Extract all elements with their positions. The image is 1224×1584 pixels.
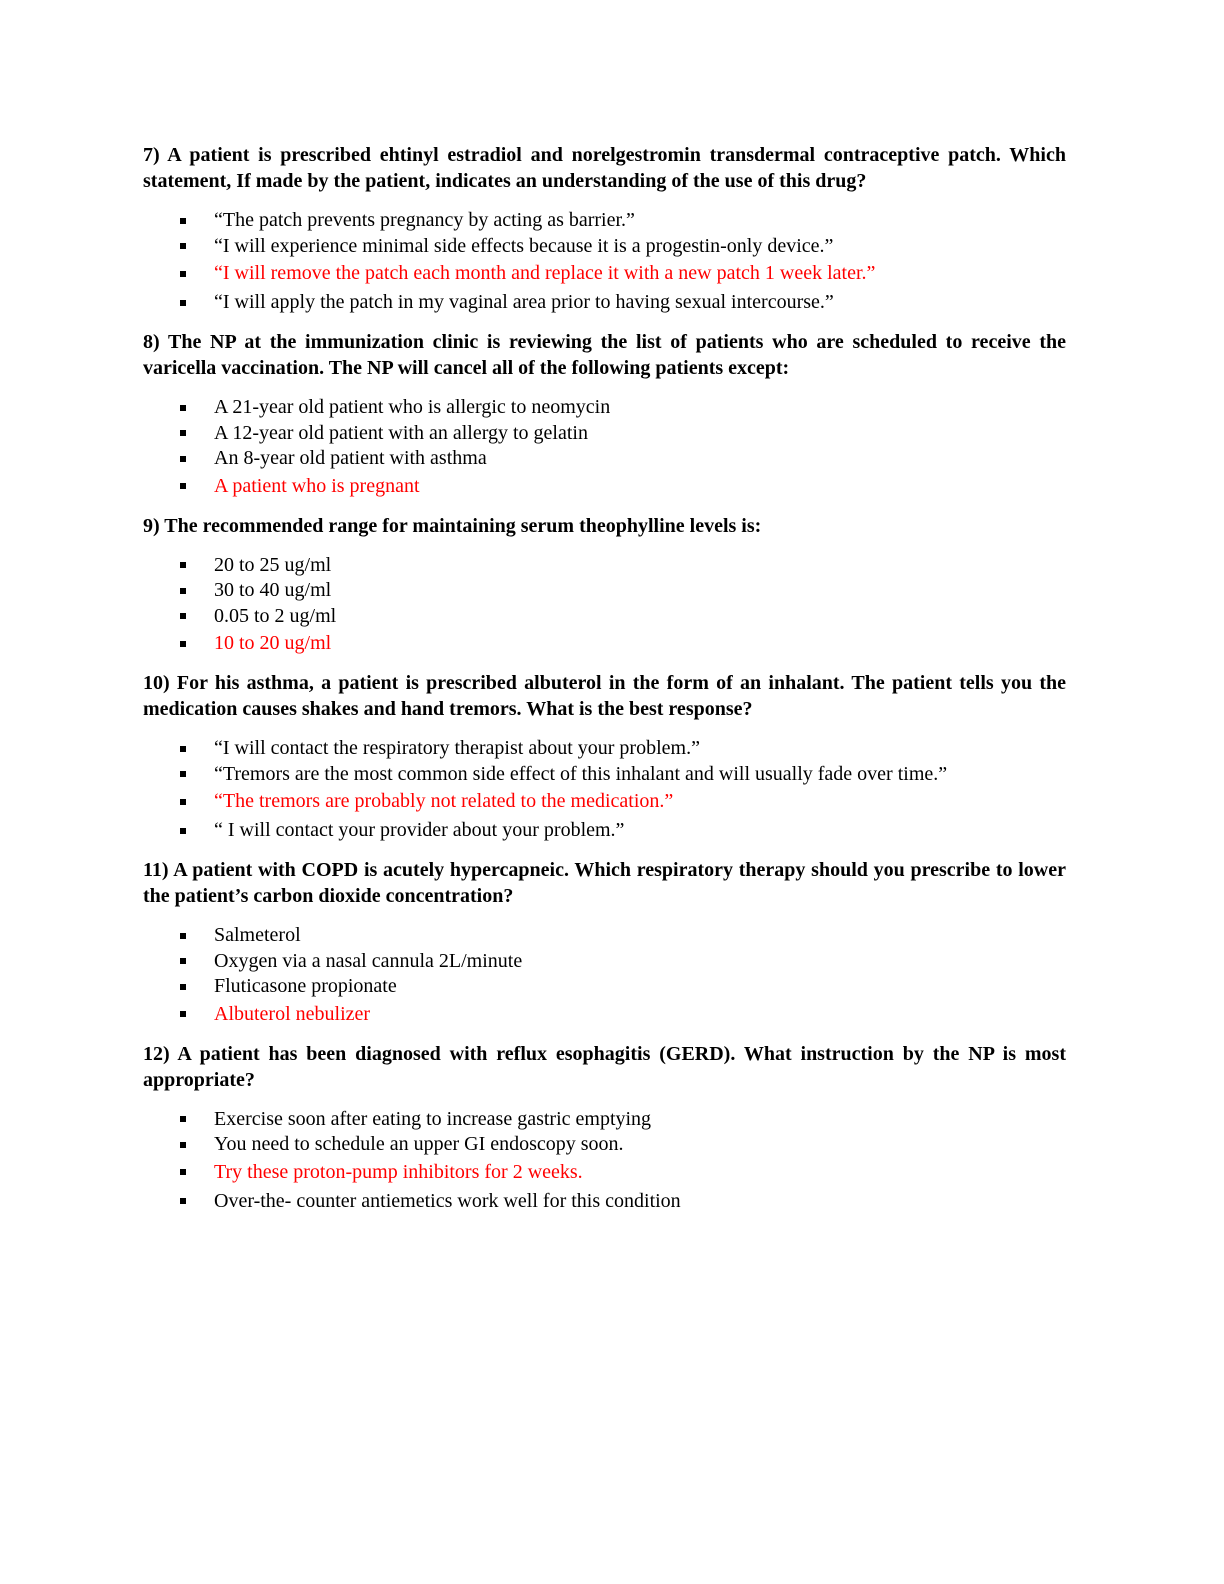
answer-option xyxy=(143,1187,1066,1216)
square-bullet-icon xyxy=(180,799,186,805)
answer-option xyxy=(143,553,1066,579)
answer-option-correct xyxy=(143,1158,1066,1187)
answer-option-correct xyxy=(143,1000,1066,1029)
question-title: 9) The recommended range for maintaining serum theophylline levels is: xyxy=(143,514,762,537)
answer-option-text: “ I will contact your provider about your problem.” xyxy=(214,819,625,841)
question-list xyxy=(143,142,1066,1216)
question-block xyxy=(143,857,1066,1041)
question-title: 7) A patient is prescribed ehtinyl estradiol and norelgestromin transdermal contraceptive patch. Which statement, If made by the patient, indicates an understanding of the use of this drug? xyxy=(143,144,1066,192)
answer-option-text: “The tremors are probably not related to the medication.” xyxy=(214,790,674,812)
square-bullet-icon xyxy=(180,430,186,436)
answer-options-list xyxy=(143,1107,1066,1216)
answer-option xyxy=(143,446,1066,472)
answer-options-list xyxy=(143,736,1066,845)
answer-option-text: “I will apply the patch in my vaginal area prior to having sexual intercourse.” xyxy=(214,291,834,313)
square-bullet-icon xyxy=(180,746,186,752)
answer-options-list xyxy=(143,923,1066,1029)
question-block xyxy=(143,329,1066,513)
answer-option-text: An 8-year old patient with asthma xyxy=(214,447,487,469)
square-bullet-icon xyxy=(180,984,186,990)
answer-option-text: “I will experience minimal side effects because it is a progestin-only device.” xyxy=(214,234,834,257)
square-bullet-icon xyxy=(180,483,186,489)
square-bullet-icon xyxy=(180,243,186,249)
square-bullet-icon xyxy=(180,1198,186,1204)
square-bullet-icon xyxy=(180,405,186,411)
answer-option-text: Over-the- counter antiemetics work well for this condition xyxy=(214,1189,681,1212)
square-bullet-icon xyxy=(180,1169,186,1175)
answer-options-list xyxy=(143,208,1066,317)
answer-option xyxy=(143,421,1066,447)
answer-option-text: 30 to 40 ug/ml xyxy=(214,579,332,601)
answer-option-text: Albuterol nebulizer xyxy=(214,1002,371,1025)
square-bullet-icon xyxy=(180,1011,186,1017)
question-block xyxy=(143,1041,1066,1216)
answer-option xyxy=(143,288,1066,317)
square-bullet-icon xyxy=(180,300,186,306)
answer-option xyxy=(143,604,1066,630)
answer-option xyxy=(143,208,1066,234)
answer-option xyxy=(143,578,1066,604)
question-title: 8) The NP at the immunization clinic is reviewing the list of patients who are scheduled to receive the varicella vaccination. The NP will cancel all of the following patients except: xyxy=(143,331,1066,379)
answer-option-text: Try these proton-pump inhibitors for 2 weeks. xyxy=(214,1160,583,1183)
answer-option xyxy=(143,974,1066,1000)
answer-option-correct xyxy=(143,629,1066,658)
answer-option xyxy=(143,816,1066,845)
question-spacer xyxy=(143,1029,1066,1041)
question-spacer xyxy=(143,658,1066,670)
document-page xyxy=(143,142,1066,1216)
square-bullet-icon xyxy=(180,218,186,224)
answer-option-correct xyxy=(143,787,1066,816)
answer-option-text: A 21-year old patient who is allergic to neomycin xyxy=(214,396,611,418)
answer-option-text: A patient who is pregnant xyxy=(214,474,420,497)
square-bullet-icon xyxy=(180,588,186,594)
question-spacer xyxy=(143,317,1066,329)
answer-option xyxy=(143,736,1066,762)
answer-option-correct xyxy=(143,472,1066,501)
answer-options-list xyxy=(143,553,1066,659)
answer-option xyxy=(143,395,1066,421)
answer-option-text: “I will remove the patch each month and replace it with a new patch 1 week later.” xyxy=(214,262,876,284)
answer-option xyxy=(143,923,1066,949)
question-block xyxy=(143,142,1066,329)
answer-option-text: “The patch prevents pregnancy by acting as barrier.” xyxy=(214,209,635,231)
square-bullet-icon xyxy=(180,958,186,964)
answer-option-text: A 12-year old patient with an allergy to gelatin xyxy=(214,421,588,444)
question-spacer xyxy=(143,501,1066,513)
answer-option xyxy=(143,1107,1066,1133)
question-title: 11) A patient with COPD is acutely hypercapneic. Which respiratory therapy should you prescribe to lower the patient’s carbon dioxide concentration? xyxy=(143,859,1066,907)
question-title: 12) A patient has been diagnosed with reflux esophagitis (GERD). What instruction by the NP is most appropriate? xyxy=(143,1042,1066,1091)
question-block xyxy=(143,670,1066,857)
answer-option-text: Salmeterol xyxy=(214,924,301,946)
square-bullet-icon xyxy=(180,1142,186,1148)
answer-option-text: 0.05 to 2 ug/ml xyxy=(214,604,337,627)
square-bullet-icon xyxy=(180,613,186,619)
answer-option xyxy=(143,949,1066,975)
answer-options-list xyxy=(143,395,1066,501)
answer-option xyxy=(143,234,1066,260)
question-title: 10) For his asthma, a patient is prescribed albuterol in the form of an inhalant. The patient tells you the medication causes shakes and hand tremors. What is the best response? xyxy=(143,672,1066,720)
square-bullet-icon xyxy=(180,271,186,277)
question-spacer xyxy=(143,845,1066,857)
answer-option xyxy=(143,762,1066,788)
question-block xyxy=(143,513,1066,671)
square-bullet-icon xyxy=(180,933,186,939)
answer-option-text: “I will contact the respiratory therapist about your problem.” xyxy=(214,737,700,759)
answer-option xyxy=(143,1132,1066,1158)
square-bullet-icon xyxy=(180,456,186,462)
square-bullet-icon xyxy=(180,562,186,568)
answer-option-text: “Tremors are the most common side effect of this inhalant and will usually fade over time.” xyxy=(214,762,948,785)
square-bullet-icon xyxy=(180,641,186,647)
answer-option-correct xyxy=(143,259,1066,288)
answer-option-text: Exercise soon after eating to increase gastric emptying xyxy=(214,1107,652,1130)
answer-option-text: 20 to 25 ug/ml xyxy=(214,553,332,576)
square-bullet-icon xyxy=(180,771,186,777)
square-bullet-icon xyxy=(180,828,186,834)
square-bullet-icon xyxy=(180,1116,186,1122)
answer-option-text: You need to schedule an upper GI endoscopy soon. xyxy=(214,1133,624,1155)
answer-option-text: Oxygen via a nasal cannula 2L/minute xyxy=(214,949,523,972)
answer-option-text: 10 to 20 ug/ml xyxy=(214,632,332,654)
answer-option-text: Fluticasone propionate xyxy=(214,975,397,997)
